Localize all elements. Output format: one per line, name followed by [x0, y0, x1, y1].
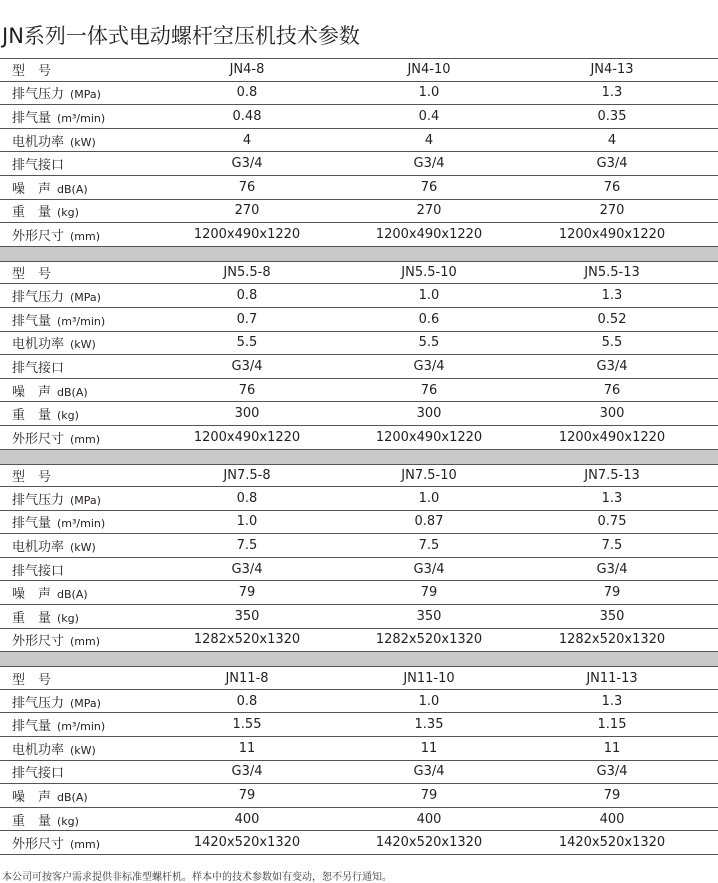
value-cell: 4 [607, 132, 617, 148]
value-cell: 400 [234, 811, 260, 827]
row-label-unit: (m³/min) [57, 314, 106, 328]
row-label-name: 电机功率 [12, 742, 65, 758]
table-row [0, 261, 718, 285]
value-cell: 1.0 [418, 490, 440, 506]
value-cell: 1.3 [601, 490, 623, 506]
row-label-unit: (kg) [57, 206, 79, 220]
value-cell: 300 [416, 406, 442, 422]
row-label-name: 噪 声 [12, 384, 52, 400]
value-cell: 1282x520x1320 [375, 632, 483, 648]
value-cell: 1200x490x1220 [558, 226, 666, 242]
value-cell: 79 [420, 788, 438, 804]
value-cell: 270 [599, 203, 625, 219]
value-cell: 1.3 [601, 85, 623, 101]
row-label-name: 排气量 [12, 110, 52, 126]
value-cell: 76 [603, 382, 621, 398]
value-cell: 0.75 [597, 514, 627, 530]
row-label-name: 排气接口 [12, 158, 65, 174]
table-row [0, 176, 718, 200]
row-label-unit: dB(A) [57, 182, 88, 196]
table-row [0, 464, 718, 488]
row-label-unit: (MPa) [70, 88, 101, 102]
row-label-name: 排气接口 [12, 766, 65, 782]
row-label-name: 排气量 [12, 313, 52, 329]
spec-block [0, 666, 718, 855]
table-row [0, 129, 718, 153]
value-cell: 1.0 [418, 85, 440, 101]
value-cell: 270 [416, 203, 442, 219]
value-cell: 5.5 [236, 335, 258, 351]
value-cell: 79 [420, 585, 438, 601]
value-cell: 400 [416, 811, 442, 827]
value-cell: 5.5 [601, 335, 623, 351]
row-label-name: 型 号 [12, 64, 52, 80]
model-cell: JN4-13 [590, 62, 634, 78]
value-cell: 79 [603, 788, 621, 804]
row-label-unit: (m³/min) [57, 720, 106, 734]
value-cell: 0.7 [236, 311, 258, 327]
row-label-unit: (kg) [57, 409, 79, 423]
model-cell: JN7.5-8 [223, 467, 271, 483]
row-label-name: 排气压力 [12, 87, 65, 103]
row-label-name: 噪 声 [12, 790, 52, 806]
table-row [0, 355, 718, 379]
model-cell: JN5.5-13 [584, 265, 640, 281]
row-label-name: 噪 声 [12, 587, 52, 603]
table-row [0, 105, 718, 129]
value-cell: G3/4 [413, 156, 445, 172]
row-label-unit: (kW) [70, 338, 96, 352]
row-label-name: 外形尺寸 [12, 634, 65, 650]
model-cell: JN4-10 [407, 62, 451, 78]
row-label-name: 排气接口 [12, 360, 65, 376]
value-cell: 76 [238, 179, 256, 195]
value-cell: 7.5 [236, 538, 258, 554]
row-label-name: 电机功率 [12, 540, 65, 556]
value-cell: 1282x520x1320 [558, 632, 666, 648]
row-label-unit: (mm) [70, 229, 101, 243]
value-cell: G3/4 [231, 561, 263, 577]
value-cell: 79 [603, 585, 621, 601]
row-label-unit: (kg) [57, 611, 79, 625]
row-label-name: 排气压力 [12, 695, 65, 711]
row-label-name: 噪 声 [12, 181, 52, 197]
value-cell: 76 [238, 382, 256, 398]
value-cell: 11 [238, 740, 256, 756]
table-row [0, 534, 718, 558]
value-cell: G3/4 [413, 764, 445, 780]
row-label-name: 重 量 [12, 813, 52, 829]
model-cell: JN11-8 [225, 670, 269, 686]
table-row [0, 284, 718, 308]
table-row [0, 629, 718, 653]
value-cell: 1420x520x1320 [558, 835, 666, 851]
row-label-name: 外形尺寸 [12, 228, 65, 244]
row-label-unit: (MPa) [70, 696, 101, 710]
value-cell: 7.5 [418, 538, 440, 554]
row-label-unit: (kW) [70, 743, 96, 757]
value-cell: 1.0 [236, 514, 258, 530]
value-cell: 270 [234, 203, 260, 219]
value-cell: 300 [234, 406, 260, 422]
row-label-unit: (MPa) [70, 291, 101, 305]
value-cell: 76 [420, 382, 438, 398]
footnote: 本公司可按客户需求提供非标准型螺杆机。样本中的技术参数如有变动，恕不另行通知。 [2, 872, 392, 883]
table-row [0, 402, 718, 426]
table-row [0, 200, 718, 224]
table-row [0, 82, 718, 106]
table-row [0, 737, 718, 761]
table-row [0, 581, 718, 605]
table-row [0, 808, 718, 832]
value-cell: 300 [599, 406, 625, 422]
value-cell: 0.8 [236, 490, 258, 506]
block-separator [0, 247, 718, 261]
value-cell: 1.15 [597, 717, 627, 733]
block-separator [0, 450, 718, 464]
value-cell: 0.48 [232, 108, 262, 124]
row-label-unit: (mm) [70, 432, 101, 446]
table-row [0, 511, 718, 535]
row-label-name: 排气接口 [12, 563, 65, 579]
value-cell: 1200x490x1220 [375, 226, 483, 242]
value-cell: 1.3 [601, 693, 623, 709]
value-cell: 1200x490x1220 [193, 429, 301, 445]
block-separator [0, 652, 718, 666]
row-label-name: 型 号 [12, 469, 52, 485]
value-cell: 7.5 [601, 538, 623, 554]
row-label-unit: dB(A) [57, 385, 88, 399]
row-label-unit: (mm) [70, 635, 101, 649]
row-label-name: 外形尺寸 [12, 431, 65, 447]
value-cell: 350 [416, 608, 442, 624]
table-row [0, 666, 718, 690]
row-label-unit: dB(A) [57, 791, 88, 805]
spec-block [0, 58, 718, 247]
row-label-unit: (kW) [70, 135, 96, 149]
value-cell: 1.55 [232, 717, 262, 733]
value-cell: G3/4 [596, 358, 628, 374]
page-title: JN系列一体式电动螺杆空压机技术参数 [2, 24, 360, 48]
model-cell: JN4-8 [229, 62, 265, 78]
model-cell: JN7.5-13 [584, 467, 640, 483]
row-label-name: 型 号 [12, 267, 52, 283]
value-cell: 4 [242, 132, 252, 148]
model-cell: JN11-10 [403, 670, 455, 686]
table-row [0, 426, 718, 450]
value-cell: 1200x490x1220 [558, 429, 666, 445]
row-label-name: 排气压力 [12, 492, 65, 508]
row-label-unit: (m³/min) [57, 111, 106, 125]
value-cell: 0.52 [597, 311, 627, 327]
table-row [0, 605, 718, 629]
row-label-unit: (kW) [70, 541, 96, 555]
value-cell: G3/4 [231, 764, 263, 780]
row-label-name: 重 量 [12, 610, 52, 626]
value-cell: G3/4 [596, 156, 628, 172]
value-cell: 0.8 [236, 85, 258, 101]
row-label-name: 排气量 [12, 719, 52, 735]
table-row [0, 761, 718, 785]
value-cell: 76 [420, 179, 438, 195]
value-cell: 0.6 [418, 311, 440, 327]
row-label-name: 电机功率 [12, 134, 65, 150]
value-cell: 400 [599, 811, 625, 827]
value-cell: 1420x520x1320 [193, 835, 301, 851]
row-label-name: 重 量 [12, 408, 52, 424]
value-cell: 350 [599, 608, 625, 624]
value-cell: 1282x520x1320 [193, 632, 301, 648]
value-cell: 0.8 [236, 288, 258, 304]
table-row [0, 487, 718, 511]
row-label-unit: (mm) [70, 838, 101, 852]
value-cell: 1200x490x1220 [193, 226, 301, 242]
model-cell: JN11-13 [586, 670, 638, 686]
spec-block [0, 464, 718, 653]
value-cell: G3/4 [413, 358, 445, 374]
value-cell: 1200x490x1220 [375, 429, 483, 445]
value-cell: 79 [238, 585, 256, 601]
value-cell: G3/4 [231, 358, 263, 374]
value-cell: 0.35 [597, 108, 627, 124]
row-label-unit: dB(A) [57, 588, 88, 602]
value-cell: 4 [424, 132, 434, 148]
table-row [0, 332, 718, 356]
table-row [0, 308, 718, 332]
value-cell: G3/4 [596, 561, 628, 577]
table-row [0, 223, 718, 247]
table-row [0, 152, 718, 176]
row-label-name: 电机功率 [12, 337, 65, 353]
row-label-unit: (m³/min) [57, 517, 106, 531]
row-label-name: 外形尺寸 [12, 837, 65, 853]
value-cell: 1.35 [414, 717, 444, 733]
value-cell: G3/4 [596, 764, 628, 780]
model-cell: JN5.5-8 [223, 265, 271, 281]
table-row [0, 784, 718, 808]
value-cell: 76 [603, 179, 621, 195]
value-cell: 11 [603, 740, 621, 756]
value-cell: 0.4 [418, 108, 440, 124]
value-cell: G3/4 [413, 561, 445, 577]
row-label-name: 型 号 [12, 672, 52, 688]
table-row [0, 58, 718, 82]
row-label-name: 排气压力 [12, 290, 65, 306]
value-cell: 350 [234, 608, 260, 624]
value-cell: 0.8 [236, 693, 258, 709]
table-row [0, 831, 718, 855]
row-label-unit: (MPa) [70, 493, 101, 507]
value-cell: 1420x520x1320 [375, 835, 483, 851]
model-cell: JN7.5-10 [401, 467, 457, 483]
value-cell: 1.0 [418, 288, 440, 304]
value-cell: 1.0 [418, 693, 440, 709]
table-row [0, 379, 718, 403]
value-cell: 1.3 [601, 288, 623, 304]
value-cell: G3/4 [231, 156, 263, 172]
row-label-unit: (kg) [57, 814, 79, 828]
table-row [0, 713, 718, 737]
value-cell: 79 [238, 788, 256, 804]
value-cell: 0.87 [414, 514, 444, 530]
row-label-name: 排气量 [12, 516, 52, 532]
value-cell: 5.5 [418, 335, 440, 351]
model-cell: JN5.5-10 [401, 265, 457, 281]
spec-block [0, 261, 718, 450]
row-label-name: 重 量 [12, 205, 52, 221]
spec-tables [0, 58, 718, 855]
table-row [0, 690, 718, 714]
value-cell: 11 [420, 740, 438, 756]
table-row [0, 558, 718, 582]
